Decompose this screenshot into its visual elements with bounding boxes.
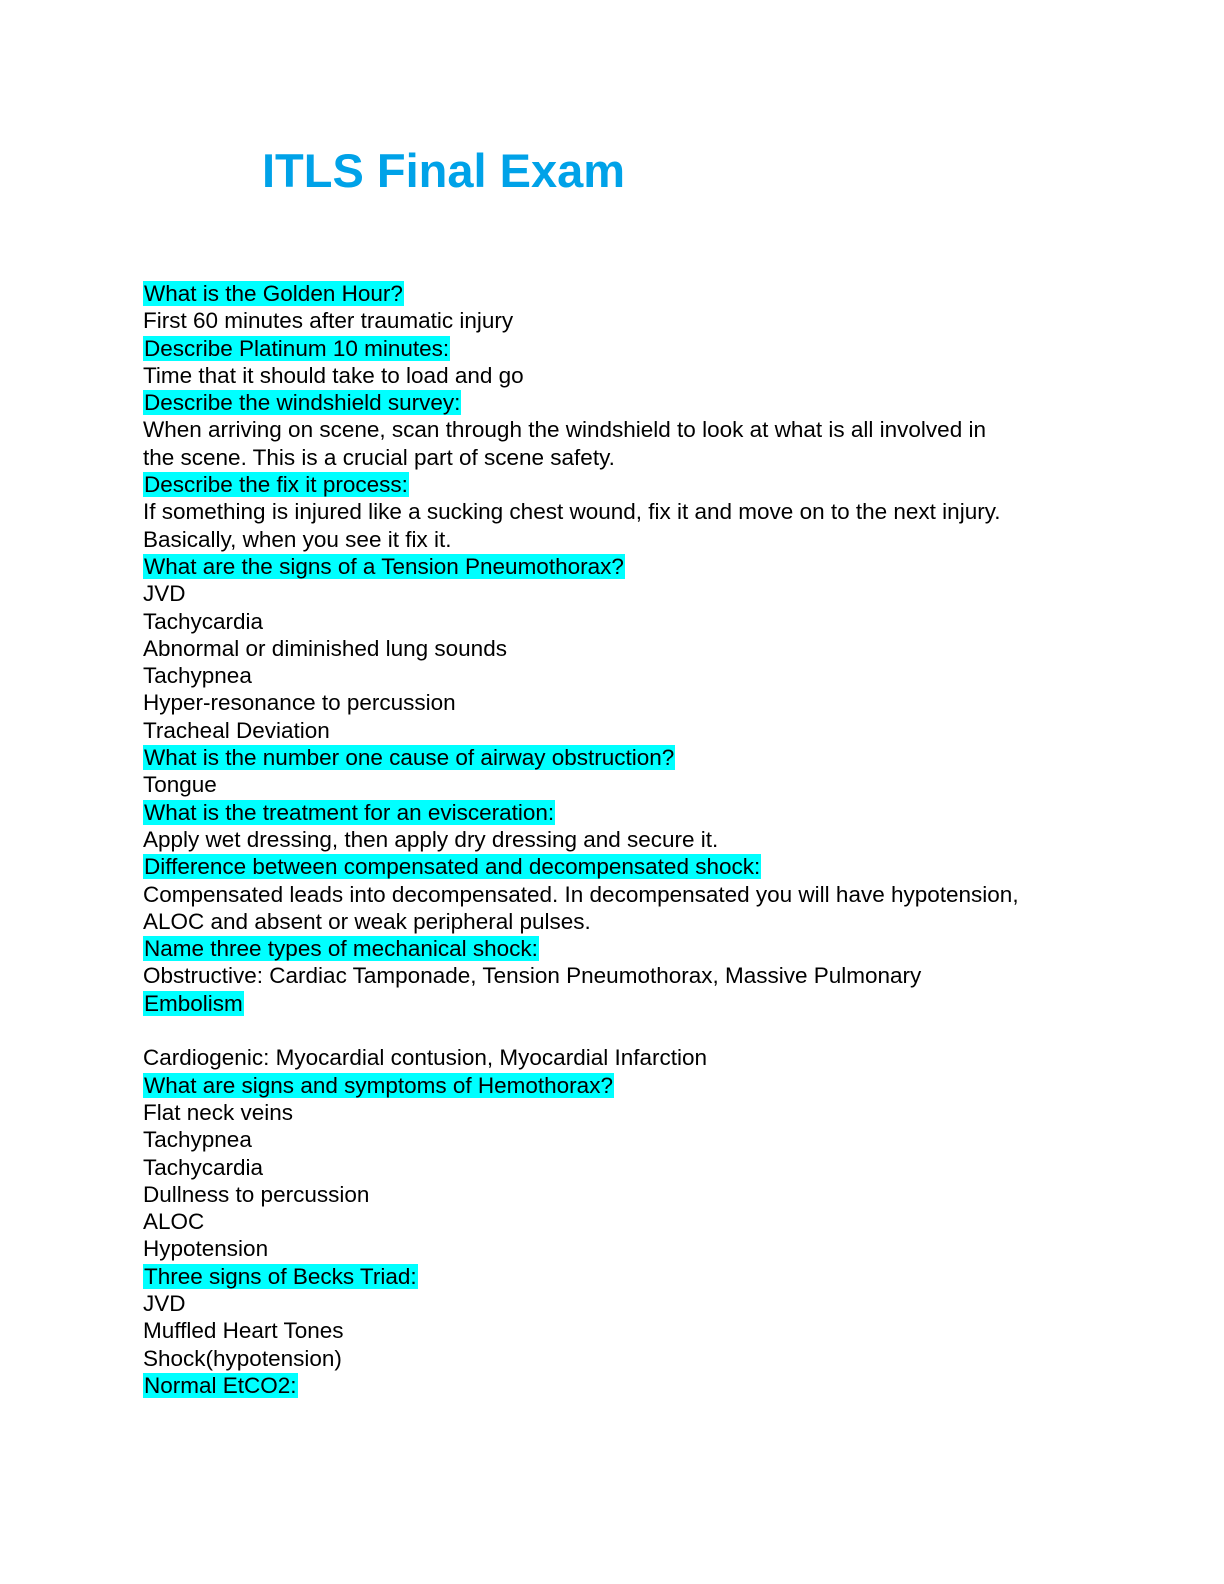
answer-line	[143, 608, 1103, 635]
page-title: ITLS Final Exam	[262, 144, 626, 197]
highlighted-text: Describe Platinum 10 minutes:	[144, 335, 450, 361]
line-text: Tachypnea	[143, 663, 252, 689]
answer-line	[143, 1126, 1103, 1153]
line-text: Basically, when you see it fix it.	[143, 526, 452, 552]
answer-line	[143, 1044, 1103, 1071]
highlighted-text: Name three types of mechanical shock:	[144, 936, 538, 962]
answer-line	[143, 416, 1103, 443]
question-line	[143, 799, 1103, 826]
question-line	[143, 471, 1103, 498]
question-line	[143, 935, 1103, 962]
line-text: Tachycardia	[143, 1154, 264, 1180]
question-line	[143, 853, 1103, 880]
line-text: JVD	[143, 581, 186, 607]
question-line	[143, 990, 1103, 1017]
document-body	[143, 280, 1103, 1399]
answer-line	[143, 826, 1103, 853]
line-text: ALOC and absent or weak peripheral pulses.	[143, 908, 591, 934]
highlighted-text: Describe the windshield survey:	[144, 390, 461, 416]
answer-line	[143, 908, 1103, 935]
line-text: Tachycardia	[143, 608, 264, 634]
answer-line	[143, 498, 1103, 525]
question-line	[143, 1263, 1103, 1290]
line-text: ALOC	[143, 1209, 205, 1235]
blank-line	[143, 1017, 1103, 1044]
answer-line	[143, 1345, 1103, 1372]
answer-line	[143, 307, 1103, 334]
highlighted-text: What are signs and symptoms of Hemothorax?	[144, 1072, 613, 1098]
line-text: Time that it should take to load and go	[143, 362, 524, 388]
highlighted-text: What is the number one cause of airway obstruction?	[144, 745, 675, 771]
line-text: Abnormal or diminished lung sounds	[143, 635, 507, 661]
line-text: If something is injured like a sucking chest wound, fix it and move on to the next injury.	[143, 499, 1001, 525]
answer-line	[143, 1099, 1103, 1126]
question-line	[143, 280, 1103, 307]
answer-line	[143, 362, 1103, 389]
answer-line	[143, 444, 1103, 471]
line-text: Dullness to percussion	[143, 1181, 370, 1207]
answer-line	[143, 771, 1103, 798]
line-text: Shock(hypotension)	[143, 1345, 342, 1371]
highlighted-text: Difference between compensated and decompensated shock:	[144, 854, 761, 880]
line-text: the scene. This is a crucial part of scene safety.	[143, 444, 615, 470]
line-text: Obstructive: Cardiac Tamponade, Tension Pneumothorax, Massive Pulmonary	[143, 963, 922, 989]
answer-line	[143, 1181, 1103, 1208]
line-text: Tachypnea	[143, 1127, 252, 1153]
question-line	[143, 1072, 1103, 1099]
question-line	[143, 335, 1103, 362]
answer-line	[143, 526, 1103, 553]
answer-line	[143, 881, 1103, 908]
line-text: First 60 minutes after traumatic injury	[143, 308, 514, 334]
line-text: Tongue	[143, 772, 217, 798]
question-line	[143, 553, 1103, 580]
answer-line	[143, 1290, 1103, 1317]
line-text: Hyper-resonance to percussion	[143, 690, 456, 716]
answer-line	[143, 1154, 1103, 1181]
line-text: JVD	[143, 1290, 186, 1316]
line-text: When arriving on scene, scan through the windshield to look at what is all involved in	[143, 417, 986, 443]
answer-line	[143, 717, 1103, 744]
highlighted-text: Describe the fix it process:	[144, 472, 408, 498]
question-line	[143, 389, 1103, 416]
line-text: Hypotension	[143, 1236, 269, 1262]
line-text: Muffled Heart Tones	[143, 1318, 344, 1344]
question-line	[143, 1372, 1103, 1399]
highlighted-text: What are the signs of a Tension Pneumothorax?	[144, 553, 624, 579]
answer-line	[143, 962, 1103, 989]
answer-line	[143, 662, 1103, 689]
highlighted-text: What is the treatment for an evisceration:	[144, 799, 555, 825]
answer-line	[143, 635, 1103, 662]
line-text: Cardiogenic: Myocardial contusion, Myocardial Infarction	[143, 1045, 708, 1071]
line-text: Flat neck veins	[143, 1099, 294, 1125]
highlighted-text: What is the Golden Hour?	[144, 281, 403, 306]
answer-line	[143, 1208, 1103, 1235]
line-text: Apply wet dressing, then apply dry dressing and secure it.	[143, 826, 719, 852]
line-text: Tracheal Deviation	[143, 717, 330, 743]
line-text: Compensated leads into decompensated. In decompensated you will have hypotension,	[143, 881, 1019, 907]
question-line	[143, 744, 1103, 771]
answer-line	[143, 580, 1103, 607]
answer-line	[143, 1317, 1103, 1344]
answer-line	[143, 689, 1103, 716]
answer-line	[143, 1235, 1103, 1262]
highlighted-text: Embolism	[144, 990, 243, 1016]
highlighted-text: Normal EtCO2:	[144, 1372, 297, 1398]
highlighted-text: Three signs of Becks Triad:	[144, 1263, 417, 1289]
